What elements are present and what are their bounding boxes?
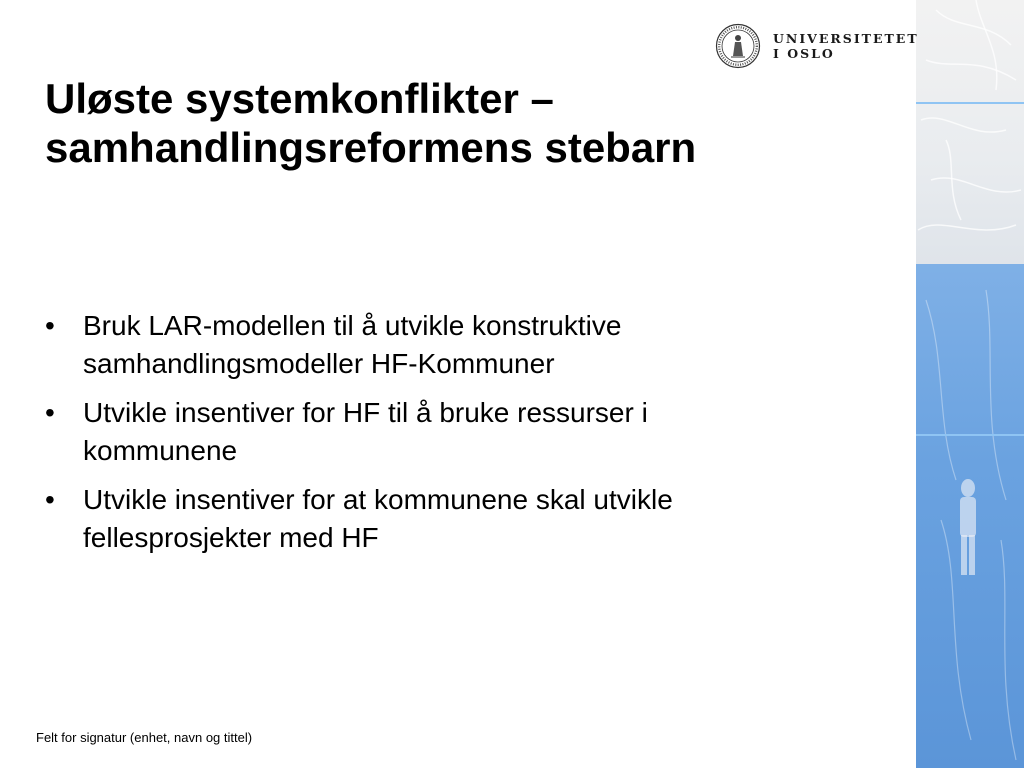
university-name-line1: UNIVERSITETET: [773, 31, 919, 46]
bullet-item: [45, 481, 895, 557]
slide-title-line1: Uløste systemkonflikter –: [45, 75, 554, 122]
bullet-dot-icon: •: [45, 310, 55, 341]
bullet-text-line2: samhandlingsmodeller HF-Kommuner: [83, 348, 555, 379]
signature-footer: Felt for signatur (enhet, navn og tittel): [36, 730, 253, 745]
bullet-dot-icon: •: [45, 397, 55, 428]
side-band-line-top: [916, 102, 1024, 104]
bullet-item: [45, 307, 895, 383]
university-seal-icon: [715, 23, 761, 69]
bullet-text-line2: fellesprosjekter med HF: [83, 522, 379, 553]
statue-artwork-icon: [916, 0, 1024, 768]
bullet-text-line2: kommunene: [83, 435, 238, 466]
bullet-text-line1: Utvikle insentiver for HF til å bruke ressurser i: [83, 397, 648, 428]
university-name: [773, 31, 919, 61]
university-logo: [715, 21, 919, 71]
bullet-text-line1: Utvikle insentiver for at kommunene skal utvikle: [83, 484, 673, 515]
side-band-line-bottom: [916, 434, 1024, 436]
slide-title-line2: samhandlingsreformens stebarn: [45, 124, 697, 171]
bullet-text-line1: Bruk LAR-modellen til å utvikle konstruktive: [83, 310, 622, 341]
university-name-line2: I OSLO: [773, 46, 835, 61]
bullet-dot-icon: •: [45, 484, 55, 515]
bullet-item: [45, 394, 895, 470]
decorative-side-band: [916, 0, 1024, 768]
slide-title: [45, 74, 905, 172]
bullet-list: [45, 307, 895, 568]
